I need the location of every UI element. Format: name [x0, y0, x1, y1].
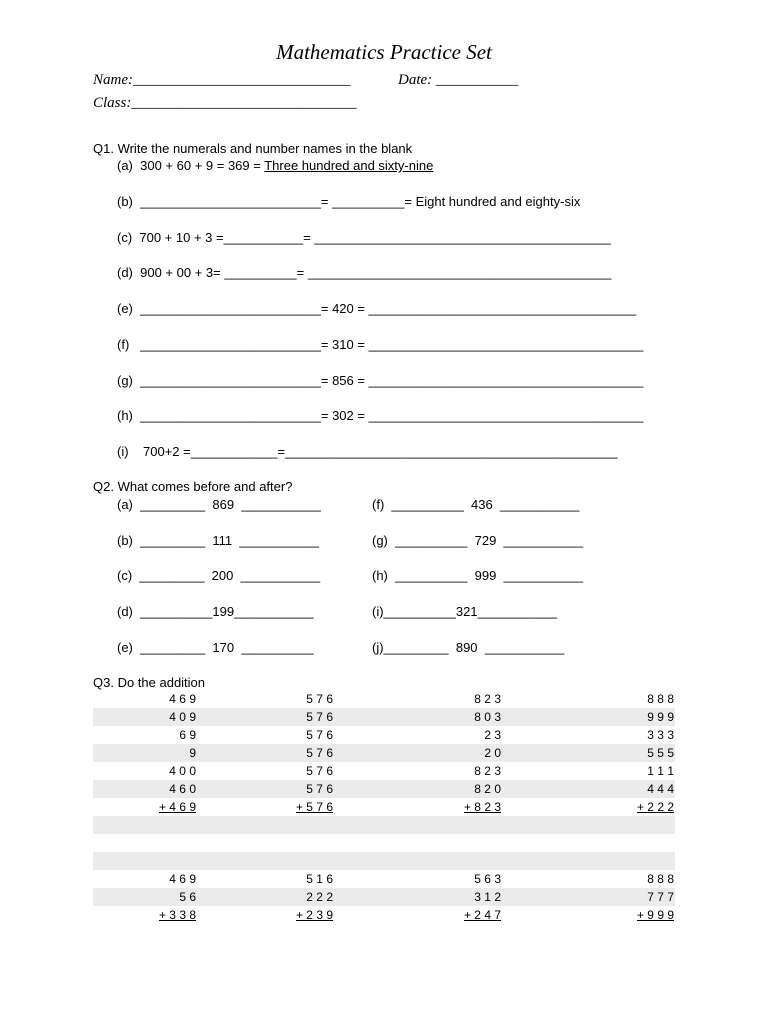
table-row [93, 906, 675, 924]
q1-item-f: (f) _________________________= 310 = ______________________________________ [117, 337, 644, 352]
q1-item-h: (h) _________________________= 302 = ______________________________________ [117, 408, 644, 423]
table-row [93, 690, 675, 708]
table-cell: + 2 2 2 [636, 800, 674, 814]
table-row [93, 834, 675, 852]
table-cell: 5 7 6 [306, 692, 333, 706]
table-cell: 3 3 3 [647, 728, 674, 742]
table-cell: + 3 3 8 [158, 908, 196, 922]
q1-heading: Q1. Write the numerals and number names in the blank [93, 141, 413, 156]
q1-item-a-answer: Three hundred and sixty-nine [264, 158, 434, 173]
table-cell: 5 5 5 [647, 746, 674, 760]
table-cell: 4 6 0 [169, 782, 196, 796]
table-cell: + 4 6 9 [158, 800, 196, 814]
table-cell: 8 8 8 [647, 872, 674, 886]
table-cell: 2 0 [484, 746, 501, 760]
table-cell: 6 9 [179, 728, 196, 742]
table-cell: 8 2 3 [474, 764, 501, 778]
table-cell: 5 7 6 [306, 710, 333, 724]
q1-item-g: (g) _________________________= 856 = ______________________________________ [117, 373, 644, 388]
q2-item-j: (j)_________ 890 ___________ [372, 640, 565, 655]
q3-heading: Q3. Do the addition [93, 675, 206, 690]
addition-table [93, 690, 675, 924]
q2-item-a: (a) _________ 869 ___________ [117, 497, 321, 512]
q1-item-a-prefix: (a) 300 + 60 + 9 = 369 = [117, 158, 265, 173]
q2-item-d: (d) __________199___________ [117, 604, 314, 619]
table-cell: 4 0 9 [169, 710, 196, 724]
name-field-label: Name:_____________________________ [93, 72, 351, 88]
table-row [93, 870, 675, 888]
table-cell: + 9 9 9 [636, 908, 674, 922]
page-title: Mathematics Practice Set [276, 40, 492, 64]
q2-item-f: (f) __________ 436 ___________ [372, 497, 580, 512]
table-cell: + 8 2 3 [463, 800, 501, 814]
table-cell: 2 2 2 [306, 890, 333, 904]
table-cell: 2 3 [484, 728, 501, 742]
q1-item-c: (c) 700 + 10 + 3 =___________= _________________________________________ [117, 230, 611, 245]
q2-item-c: (c) _________ 200 ___________ [117, 568, 321, 583]
table-row [93, 798, 675, 816]
table-cell: 5 7 6 [306, 764, 333, 778]
table-cell: 8 2 0 [474, 782, 501, 796]
table-cell: 5 1 6 [306, 872, 333, 886]
table-cell: 4 4 4 [647, 782, 674, 796]
table-row [93, 726, 675, 744]
table-row [93, 852, 675, 870]
table-cell: 7 7 7 [647, 890, 674, 904]
table-cell: 3 1 2 [474, 890, 501, 904]
table-cell: + 2 4 7 [463, 908, 501, 922]
table-cell: 9 9 9 [647, 710, 674, 724]
table-cell: 5 7 6 [306, 746, 333, 760]
q1-item-d: (d) 900 + 00 + 3= __________= __________________________________________ [117, 265, 612, 280]
table-cell: 4 6 9 [169, 692, 196, 706]
q1-item-b: (b) _________________________= __________= Eight hundred and eighty-six [117, 194, 581, 209]
table-cell: 4 6 9 [169, 872, 196, 886]
table-cell: 8 0 3 [474, 710, 501, 724]
table-cell: 5 7 6 [306, 782, 333, 796]
table-row [93, 744, 675, 762]
q2-item-g: (g) __________ 729 ___________ [372, 533, 584, 548]
table-cell: 4 0 0 [169, 764, 196, 778]
table-cell: 8 2 3 [474, 692, 501, 706]
table-cell: 5 6 3 [474, 872, 501, 886]
q2-heading: Q2. What comes before and after? [93, 479, 293, 494]
q2-item-i: (i)__________321___________ [372, 604, 558, 619]
q1-item-e: (e) _________________________= 420 = _____________________________________ [117, 301, 637, 316]
table-cell: 5 7 6 [306, 728, 333, 742]
q1-item-i: (i) 700+2 =____________=______________________________________________ [117, 444, 618, 459]
table-cell: 5 6 [179, 890, 196, 904]
table-cell: + 2 3 9 [295, 908, 333, 922]
table-row [93, 888, 675, 906]
q1-item-a [117, 158, 433, 173]
table-row [93, 762, 675, 780]
table-row [93, 816, 675, 834]
table-cell: 9 [189, 746, 196, 760]
date-field-label: Date: ___________ [398, 72, 519, 88]
table-row [93, 708, 675, 726]
table-row [93, 780, 675, 798]
q2-item-b: (b) _________ 111 ___________ [117, 533, 319, 548]
q2-item-h: (h) __________ 999 ___________ [372, 568, 584, 583]
q2-item-e: (e) _________ 170 __________ [117, 640, 314, 655]
table-cell: 1 1 1 [647, 764, 674, 778]
table-cell: + 5 7 6 [295, 800, 333, 814]
table-cell: 8 8 8 [647, 692, 674, 706]
class-field-label: Class:______________________________ [93, 95, 357, 111]
